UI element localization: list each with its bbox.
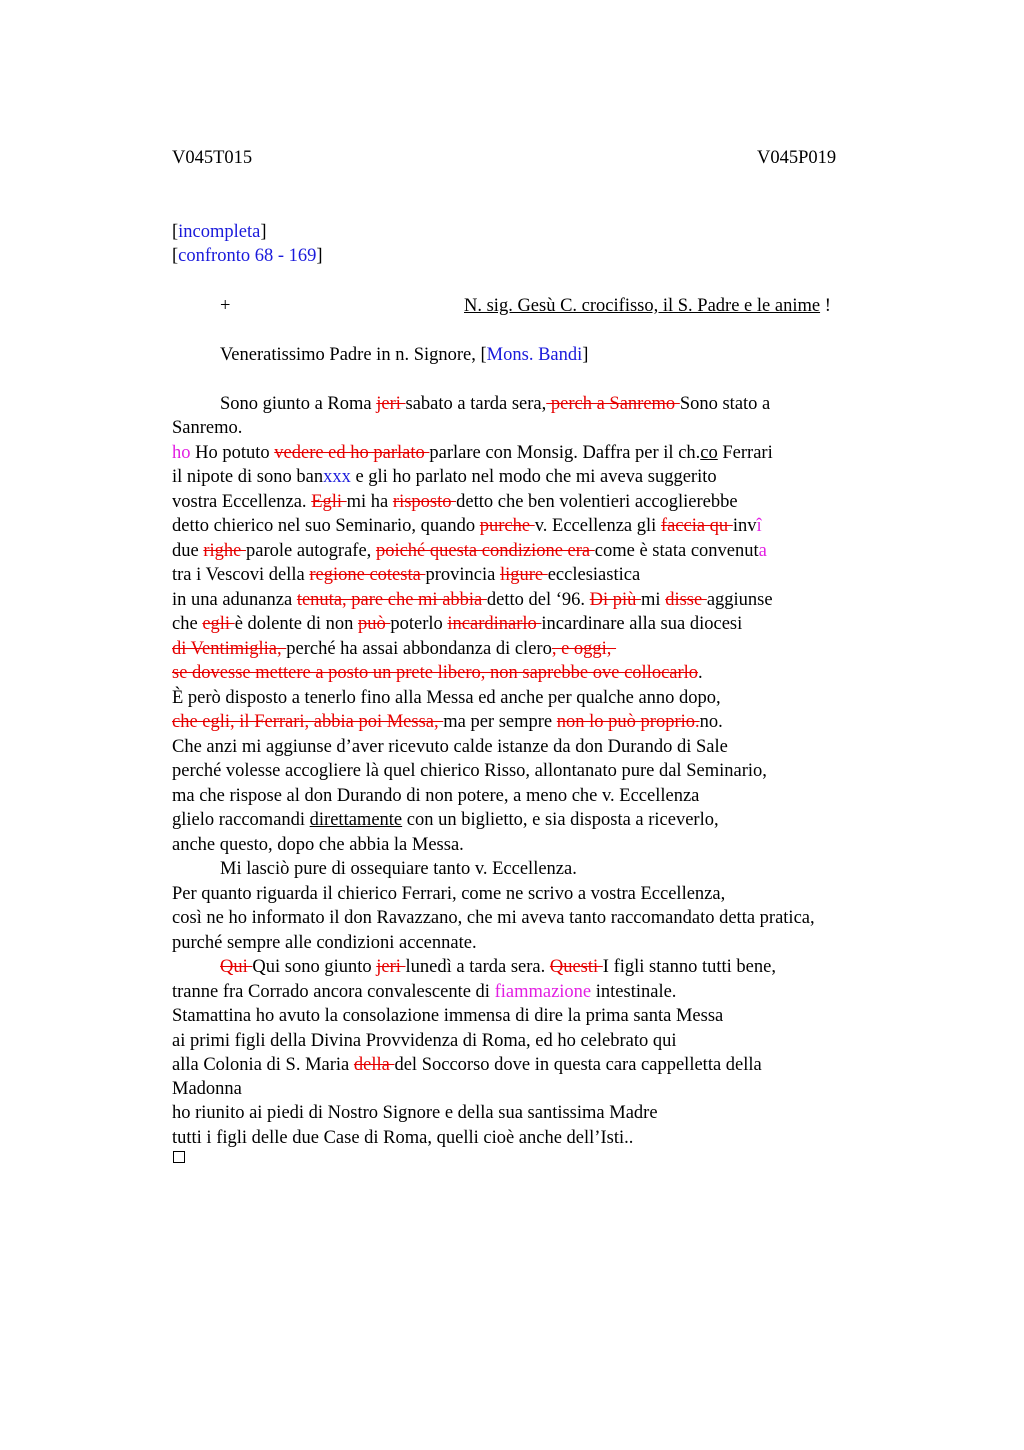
deleted-text: Egli bbox=[311, 492, 347, 512]
note-incompleta-text: incompleta bbox=[178, 222, 261, 242]
text-line: anche questo, dopo che abbia la Messa. bbox=[172, 835, 464, 855]
text-line: così ne ho informato il don Ravazzano, che mi aveva tanto raccomandato detta pratica, bbox=[172, 908, 815, 928]
salutation-recipient: Mons. Bandi bbox=[486, 345, 583, 365]
header-right-code: V045P019 bbox=[757, 148, 837, 168]
text-line: perché volesse accogliere là quel chierico Risso, allontanato pure dal Seminario, bbox=[172, 761, 767, 781]
underlined-text: co bbox=[700, 443, 718, 463]
deleted-text: non lo può proprio. bbox=[556, 712, 700, 732]
text-line: ho Ho potuto vedere ed ho parlato parlare con Monsig. Daffra per il ch.co Ferrari bbox=[172, 443, 773, 463]
deleted-text: jeri bbox=[376, 957, 406, 977]
deleted-text: jeri bbox=[376, 394, 406, 414]
text-line: due righe parole autografe, poiché questa condizione era come è stata convenuta bbox=[172, 541, 767, 561]
note-incompleta: [incompleta] bbox=[172, 222, 267, 242]
deleted-text: incardinarlo bbox=[447, 614, 542, 634]
text-line: che egli è dolente di non può poterlo incardinarlo incardinare alla sua diocesi bbox=[172, 614, 743, 634]
deleted-text: di Ventimiglia, bbox=[172, 639, 287, 659]
text-line: tutti i figli delle due Case di Roma, quelli cioè anche dell’Isti.. bbox=[172, 1128, 634, 1148]
text-line: di Ventimiglia, perché ha assai abbondanza di clero, e oggi, bbox=[172, 639, 617, 659]
deleted-text: risposto bbox=[392, 492, 457, 512]
salutation: Veneratissimo Padre in n. Signore, [Mons. Bandi] bbox=[220, 345, 589, 365]
deleted-text: Questi bbox=[549, 957, 603, 977]
text-line: in una adunanza tenuta, pare che mi abbia detto del ‘96. Di più mi disse aggiunse bbox=[172, 590, 773, 610]
text-line: Qui Qui sono giunto jeri lunedì a tarda sera. Questi I figli stanno tutti bene, bbox=[220, 957, 776, 977]
deleted-text: vedere ed ho parlato bbox=[274, 443, 430, 463]
text-line: tra i Vescovi della regione cotesta provincia ligure ecclesiastica bbox=[172, 565, 641, 585]
text-line: ho riunito ai piedi di Nostro Signore e della sua santissima Madre bbox=[172, 1103, 658, 1123]
deleted-text: perch a Sanremo bbox=[546, 394, 680, 414]
deleted-text: se dovesse mettere a posto un prete libero, non saprebbe ove collocarlo bbox=[172, 663, 699, 683]
text-line: È però disposto a tenerlo fino alla Messa ed anche per qualche anno dopo, bbox=[172, 688, 721, 708]
deleted-text: disse bbox=[665, 590, 707, 610]
deleted-text: righe bbox=[203, 541, 246, 561]
cross-symbol: + bbox=[220, 296, 231, 316]
text-line: Che anzi mi aggiunse d’aver ricevuto calde istanze da don Durando di Sale bbox=[172, 737, 728, 757]
deleted-text: Qui bbox=[220, 957, 253, 977]
text-line: vostra Eccellenza. Egli mi ha risposto detto che ben volentieri accoglierebbe bbox=[172, 492, 738, 512]
highlight-text: fiammazione bbox=[494, 982, 592, 1002]
text-line: ai primi figli della Divina Provvidenza di Roma, ed ho celebrato qui bbox=[172, 1031, 677, 1051]
invocation-end: ! bbox=[820, 296, 831, 316]
invocation-text: N. sig. Gesù C. crocifisso, il S. Padre e le anime bbox=[464, 296, 821, 316]
text-line: purché sempre alle condizioni accennate. bbox=[172, 933, 477, 953]
header-left-code: V045T015 bbox=[172, 148, 253, 168]
text-line: tranne fra Corrado ancora convalescente di fiammazione intestinale. bbox=[172, 982, 677, 1002]
text-line: detto chierico nel suo Seminario, quando purche v. Eccellenza gli faccia qu invî bbox=[172, 516, 762, 536]
note-confronto-text: confronto 68 - 169 bbox=[178, 246, 317, 266]
deleted-text: può bbox=[358, 614, 391, 634]
text-line: il nipote di sono banxxx e gli ho parlato nel modo che mi aveva suggerito bbox=[172, 467, 717, 487]
end-square-icon bbox=[173, 1151, 185, 1163]
deleted-text: purche bbox=[479, 516, 535, 536]
text-line: se dovesse mettere a posto un prete libero, non saprebbe ove collocarlo. bbox=[172, 663, 703, 683]
deleted-text: poiché questa condizione era bbox=[375, 541, 595, 561]
deleted-text: della bbox=[353, 1055, 395, 1075]
text-line: Madonna bbox=[172, 1079, 242, 1099]
deleted-text: regione cotesta bbox=[309, 565, 426, 585]
deleted-text: egli bbox=[202, 614, 235, 634]
highlight-text: ho bbox=[172, 443, 191, 463]
deleted-text: tenuta, pare che mi abbia bbox=[296, 590, 487, 610]
deleted-text: , e oggi, bbox=[551, 639, 617, 659]
highlight-text: a bbox=[758, 541, 767, 561]
deleted-text: Di più bbox=[589, 590, 642, 610]
note-confronto: [confronto 68 - 169] bbox=[172, 246, 323, 266]
deleted-text: ligure bbox=[499, 565, 548, 585]
text-line: Stamattina ho avuto la consolazione immensa di dire la prima santa Messa bbox=[172, 1006, 724, 1026]
text-line: che egli, il Ferrari, abbia poi Messa, ma per sempre non lo può proprio.no. bbox=[172, 712, 723, 732]
underlined-text: direttamente bbox=[309, 810, 403, 830]
deleted-text: faccia qu bbox=[660, 516, 733, 536]
deleted-text: che egli, il Ferrari, abbia poi Messa, bbox=[172, 712, 444, 732]
text-line: glielo raccomandi direttamente con un biglietto, e sia disposta a riceverlo, bbox=[172, 810, 719, 830]
highlight-text: î bbox=[756, 516, 762, 536]
text-line: alla Colonia di S. Maria della del Soccorso dove in questa cara cappelletta della bbox=[172, 1055, 762, 1075]
text-line: Sanremo. bbox=[172, 418, 243, 438]
text-line: Per quanto riguarda il chierico Ferrari, come ne scrivo a vostra Eccellenza, bbox=[172, 884, 726, 904]
salutation-text: Veneratissimo Padre in n. Signore, bbox=[220, 345, 481, 365]
text-line: ma che rispose al don Durando di non potere, a meno che v. Eccellenza bbox=[172, 786, 700, 806]
text-line: Mi lasciò pure di ossequiare tanto v. Eccellenza. bbox=[220, 859, 577, 879]
illegible-marker: xxx bbox=[323, 467, 351, 487]
invocation bbox=[464, 294, 831, 318]
text-line: Sono giunto a Roma jeri sabato a tarda sera, perch a Sanremo Sono stato a bbox=[220, 394, 771, 414]
